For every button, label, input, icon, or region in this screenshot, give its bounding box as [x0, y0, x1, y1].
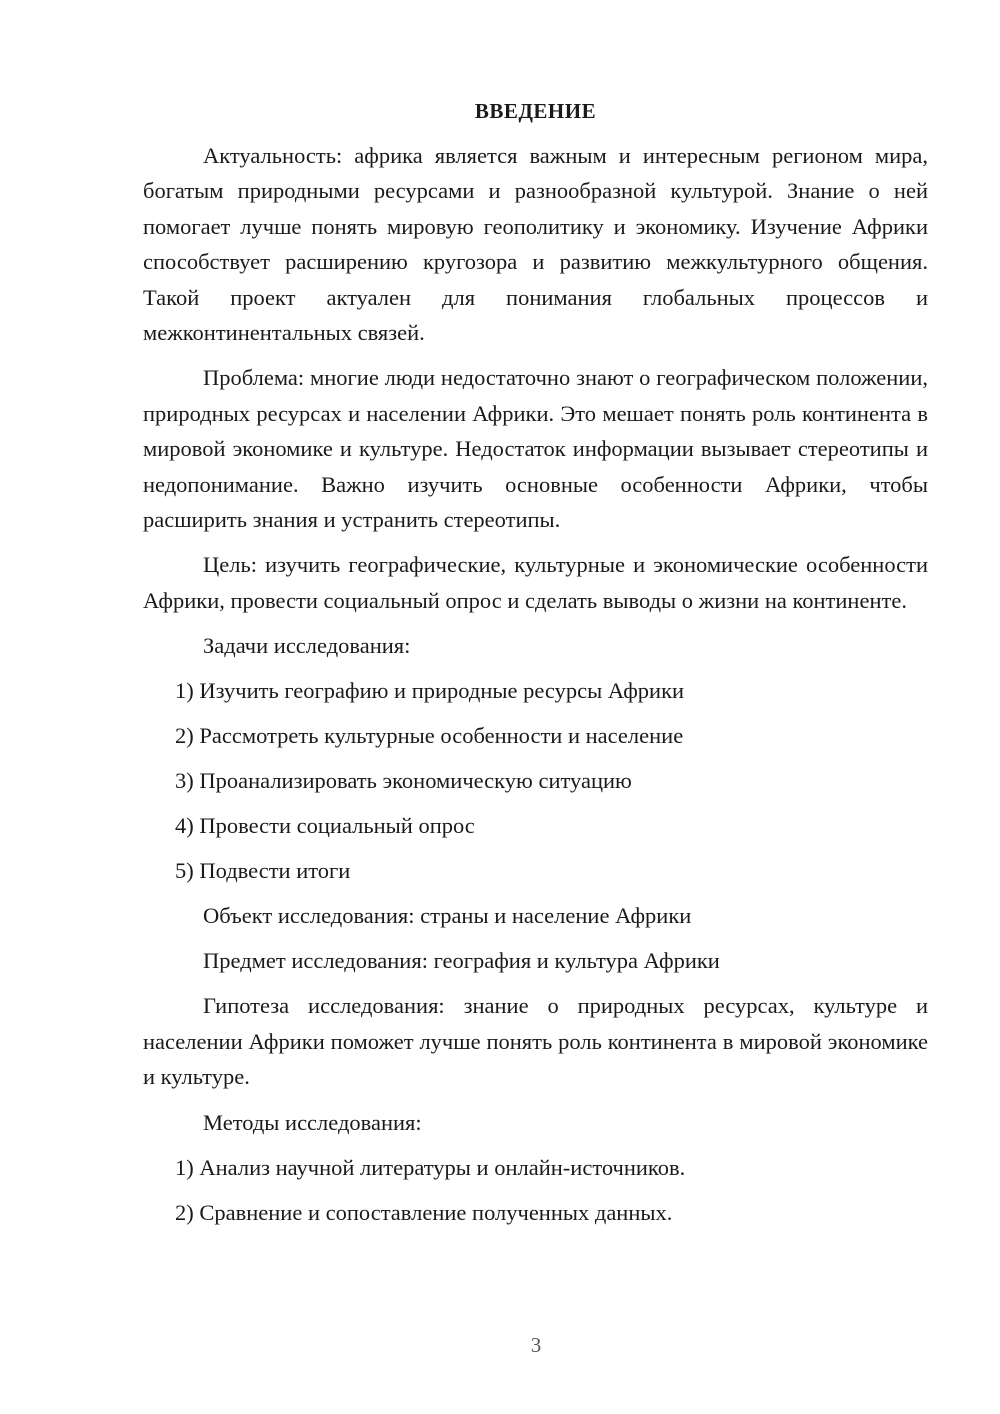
research-object: Объект исследования: страны и население Африки [203, 903, 692, 929]
problem-paragraph: Проблема: многие люди недостаточно знают о географическом положении, природных ресурсах и населении Африки. Это мешает понять роль континента в мировой экономике и культуре. Недостаток информации вызывает стереотипы и недопонимание. Важно изучить основные особенности Африки, чтобы расширить знания и устранить стереотипы. [143, 365, 928, 533]
task-item: 1) Изучить географию и природные ресурсы Африки [175, 678, 685, 704]
section-title: ВВЕДЕНИЕ [474, 99, 597, 123]
task-item: 5) Подвести итоги [175, 858, 351, 884]
research-subject: Предмет исследования: география и культура Африки [203, 948, 720, 974]
task-item: 2) Рассмотреть культурные особенности и население [175, 723, 684, 749]
methods-heading: Методы исследования: [203, 1109, 422, 1135]
task-item: 3) Проанализировать экономическую ситуацию [175, 768, 632, 794]
page-number: 3 [530, 1333, 542, 1357]
document-page [143, 96, 928, 1240]
method-item: 2) Сравнение и сопоставление полученных данных. [175, 1199, 673, 1225]
goal-paragraph: Цель: изучить географические, культурные и экономические особенности Африки, провести социальный опрос и сделать выводы о жизни на континенте. [143, 552, 928, 613]
hypothesis-paragraph: Гипотеза исследования: знание о природных ресурсах, культуре и населении Африки поможет лучше понять роль континента в мировой экономике и культуре. [143, 993, 928, 1090]
task-item: 4) Провести социальный опрос [175, 813, 475, 839]
tasks-heading: Задачи исследования: [203, 633, 411, 659]
method-item: 1) Анализ научной литературы и онлайн-источников. [175, 1154, 686, 1180]
relevance-paragraph: Актуальность: африка является важным и интересным регионом мира, богатым природными ресурсами и разнообразной культурой. Знание о ней помогает лучше понять мировую геополитику и экономику. Изучение Африки способствует расширению кругозора и развитию межкультурного общения. Такой проект актуален для понимания глобальных процессов и межконтинентальных связей. [143, 143, 928, 346]
